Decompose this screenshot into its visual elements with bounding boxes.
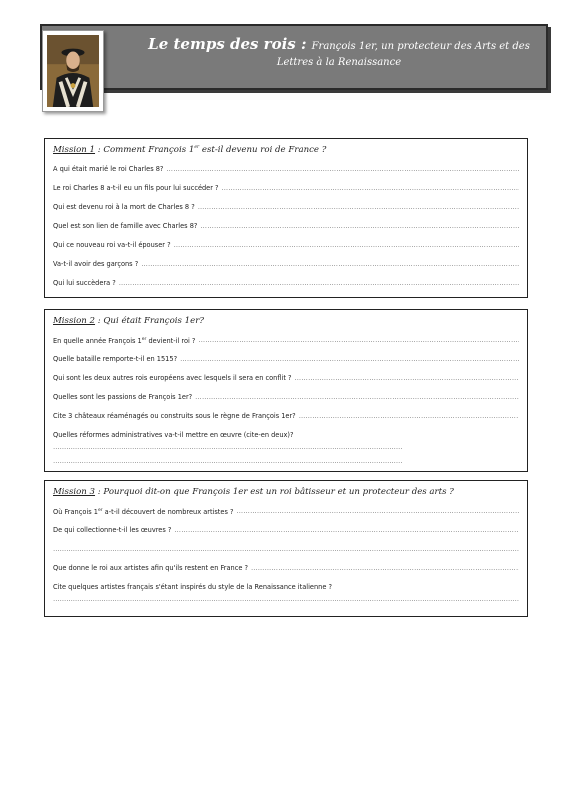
question-row xyxy=(53,336,519,355)
question-text: Le roi Charles 8 a-t-il eu un fils pour lui succéder ? xyxy=(53,184,219,192)
question-row xyxy=(53,412,519,431)
answer-line[interactable] xyxy=(198,336,519,344)
question-text: Va-t-il avoir des garçons ? xyxy=(53,260,139,268)
answer-line[interactable] xyxy=(195,393,519,401)
mission-3-title xyxy=(53,487,519,497)
question-text: Quelle bataille remporte-t-il en 1515? xyxy=(53,355,178,363)
question-text-part: a-t-il découvert de nombreux artistes ? xyxy=(102,508,234,517)
question-text: Qui ce nouveau roi va-t-il épouser ? xyxy=(53,241,171,249)
mission-1-title-end: est-il devenu roi de France ? xyxy=(199,145,327,155)
answer-line[interactable] xyxy=(119,279,519,287)
question-row xyxy=(53,564,519,583)
question-text xyxy=(53,507,233,516)
king-portrait-image xyxy=(47,35,99,107)
question-text: Qui est devenu roi à la mort de Charles 8 ? xyxy=(53,203,195,211)
question-row xyxy=(53,583,519,595)
question-row xyxy=(53,203,519,222)
question-row xyxy=(53,507,519,526)
answer-line[interactable] xyxy=(141,260,519,268)
answer-line[interactable] xyxy=(53,457,403,476)
question-text: Quel est son lien de famille avec Charles 8? xyxy=(53,222,198,230)
mission-3-title-text: : Pourquoi dit-on que François 1er est un roi bâtisseur et un protecteur des arts ? xyxy=(95,487,454,497)
answer-line[interactable] xyxy=(251,564,519,572)
answer-line[interactable] xyxy=(53,595,519,614)
question-sup: er xyxy=(97,508,103,513)
mission-2-box xyxy=(44,309,528,472)
question-text xyxy=(53,336,195,345)
question-text: Cite quelques artistes français s'étant inspirés du style de la Renaissance italienne ? xyxy=(53,583,332,591)
question-row xyxy=(53,222,519,241)
banner-text xyxy=(138,36,540,71)
title-banner xyxy=(40,24,548,90)
answer-line[interactable] xyxy=(295,374,520,382)
page-subtitle-line1: François 1er, un protecteur des Arts et des xyxy=(311,41,530,52)
page-subtitle-line2: Lettres à la Renaissance xyxy=(276,57,402,68)
mission-2-title xyxy=(53,316,519,326)
mission-2-label: Mission 2 xyxy=(53,316,96,326)
page-title: Le temps des rois : xyxy=(148,35,307,53)
mission-1-title xyxy=(53,145,519,155)
question-text: Que donne le roi aux artistes afin qu'ils restent en France ? xyxy=(53,564,249,572)
question-text: Quelles sont les passions de François 1er? xyxy=(53,393,193,401)
question-row xyxy=(53,241,519,260)
answer-line[interactable] xyxy=(236,507,519,515)
question-text-part: devient-il roi ? xyxy=(146,337,196,346)
question-sup: er xyxy=(141,337,147,342)
question-row xyxy=(53,279,519,298)
answer-line[interactable] xyxy=(174,526,519,534)
mission-3-box xyxy=(44,480,528,617)
answer-line[interactable] xyxy=(200,222,519,230)
mission-3-label: Mission 3 xyxy=(53,487,96,497)
question-row xyxy=(53,165,519,184)
answer-line[interactable] xyxy=(174,241,519,249)
answer-line[interactable] xyxy=(222,184,519,192)
question-text: Quelles réformes administratives va-t-il mettre en œuvre (cite-en deux)? xyxy=(53,431,294,439)
question-text: Qui sont les deux autres rois européens avec lesquels il sera en conflit ? xyxy=(53,374,292,382)
question-text: Cite 3 châteaux réaménagés ou construits sous le règne de François 1er? xyxy=(53,412,296,420)
question-row xyxy=(53,260,519,279)
mission-1-title-sup: er xyxy=(194,145,200,151)
question-row xyxy=(53,526,519,545)
question-text: Qui lui succèdera ? xyxy=(53,279,116,287)
question-row xyxy=(53,355,519,374)
question-text: De qui collectionne-t-il les œuvres ? xyxy=(53,526,172,534)
question-row xyxy=(53,184,519,203)
answer-line[interactable] xyxy=(198,203,519,211)
question-text: A qui était marié le roi Charles 8? xyxy=(53,165,164,173)
mission-1-label: Mission 1 xyxy=(53,145,96,155)
answer-line[interactable] xyxy=(53,545,519,564)
question-row xyxy=(53,431,519,443)
answer-line[interactable] xyxy=(53,443,403,457)
mission-1-title-text: : Comment François 1 xyxy=(95,145,195,155)
question-text-part: En quelle année François 1 xyxy=(53,337,142,346)
mission-1-box xyxy=(44,138,528,298)
answer-line[interactable] xyxy=(166,165,519,173)
mission-2-title-text: : Qui était François 1er? xyxy=(95,316,204,326)
question-text-part: Où François 1 xyxy=(53,508,98,517)
question-row xyxy=(53,393,519,412)
answer-line[interactable] xyxy=(180,355,519,363)
question-row xyxy=(53,374,519,393)
answer-line[interactable] xyxy=(299,412,519,420)
portrait-frame xyxy=(42,30,104,112)
